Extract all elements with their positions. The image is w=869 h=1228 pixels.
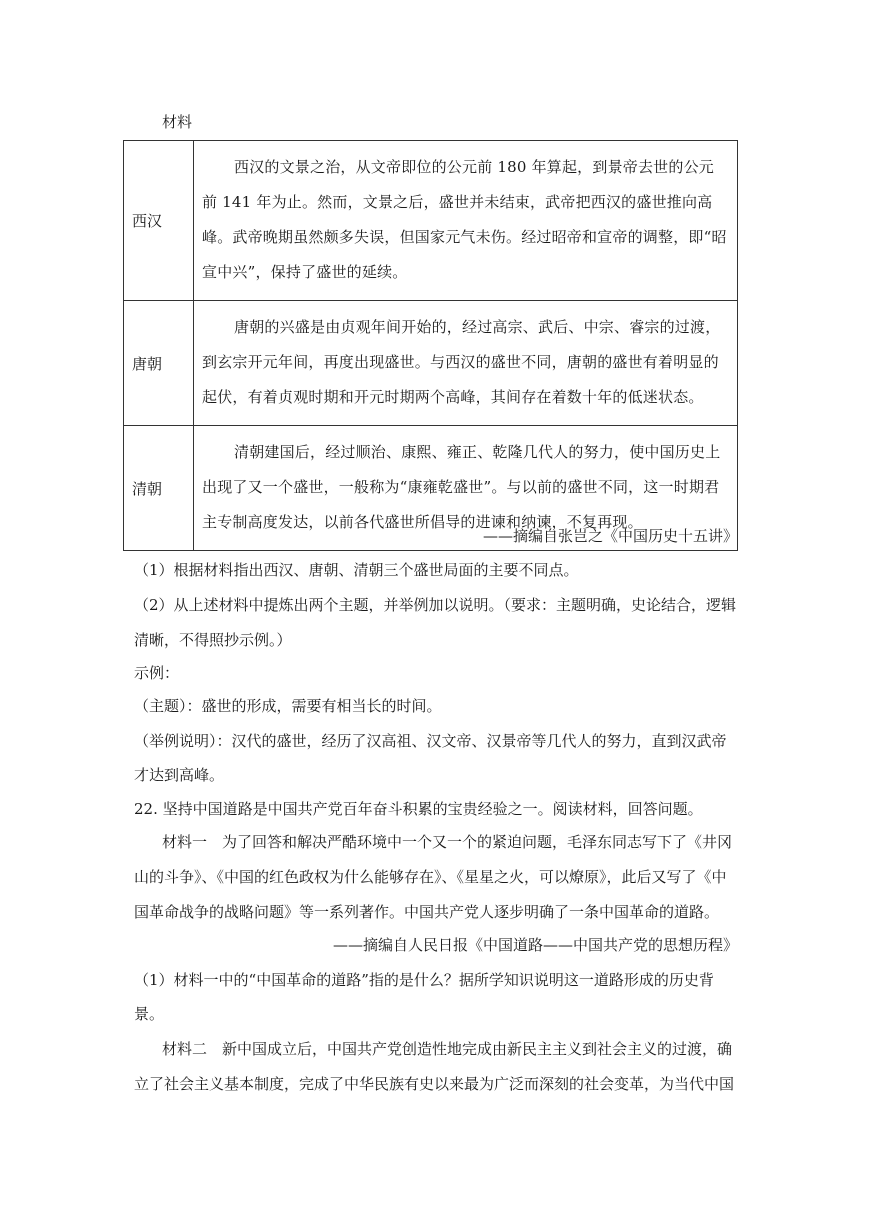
source-citation: ——摘编自人民日报《中国道路——中国共产党的思想历程》	[332, 936, 738, 954]
example-explanation-line: 才达到高峰。	[134, 766, 225, 784]
material-one-line: 国革命战争的战略问题》等一系列著作。中国共产党人逐步明确了一条中国革命的道路。	[134, 903, 720, 921]
era-cell: 唐朝	[124, 301, 194, 426]
question-1: （1）根据材料指出西汉、唐朝、清朝三个盛世局面的主要不同点。	[134, 561, 579, 579]
example-label: 示例：	[134, 664, 180, 682]
description-cell	[194, 141, 738, 301]
source-citation: ——摘编自张岂之《中国历史十五讲》	[482, 527, 738, 545]
era-cell: 清朝	[124, 426, 194, 551]
question-2-line: 清晰，不得照抄示例。）	[134, 631, 292, 649]
material-two-line: 立了社会主义基本制度，完成了中华民族有史以来最为广泛而深刻的社会变革，为当代中国	[134, 1075, 735, 1093]
description-cell	[194, 301, 738, 426]
description-text: 唐朝的兴盛是由贞观年间开始的，经过高宗、武后、中宗、睿宗的过渡，到玄宗开元年间，再度出现盛世。与西汉的盛世不同，唐朝的盛世有着明显的起伏，有着贞观时期和开元时期两个高峰，其间存在着数十年的低迷状态。	[202, 318, 721, 406]
material-two-line: 材料二 新中国成立后，中国共产党创造性地完成由新民主主义到社会主义的过渡，确	[162, 1040, 733, 1058]
table-row	[124, 301, 738, 426]
question-22-heading: 22. 坚持中国道路是中国共产党百年奋斗积累的宝贵经验之一。阅读材料，回答问题。	[134, 800, 703, 818]
material-table	[123, 140, 738, 551]
era-cell: 西汉	[124, 141, 194, 301]
question-22-1-line: 景。	[134, 1005, 165, 1023]
description-text: 清朝建国后，经过顺治、康熙、雍正、乾隆几代人的努力，使中国历史上出现了又一个盛世，一般称为“康雍乾盛世”。与以前的盛世不同，这一时期君主专制高度发达，以前各代盛世所倡导的进谏和纳谏，不复再现。	[202, 443, 721, 531]
question-22-1-line: （1）材料一中的“中国革命的道路”指的是什么？据所学知识说明这一道路形成的历史背	[134, 971, 714, 989]
material-heading: 材料	[162, 113, 193, 131]
material-one-line: 材料一 为了回答和解决严酷环境中一个又一个的紧迫问题，毛泽东同志写下了《井冈	[162, 833, 733, 851]
question-2-line: （2）从上述材料中提炼出两个主题，并举例加以说明。（要求：主题明确，史论结合，逻辑	[134, 596, 737, 614]
example-theme: （主题）：盛世的形成，需要有相当长的时间。	[134, 697, 442, 715]
table-row	[124, 141, 738, 301]
material-one-line: 山的斗争》、《中国的红色政权为什么能够存在》、《星星之火，可以燎原》，此后又写了《中	[134, 868, 727, 886]
example-explanation-line: （举例说明）：汉代的盛世，经历了汉高祖、汉文帝、汉景帝等几代人的努力，直到汉武帝	[134, 732, 727, 750]
description-text: 西汉的文景之治，从文帝即位的公元前 180 年算起，到景帝去世的公元前 141 年为止。然而，文景之后，盛世并未结束，武帝把西汉的盛世推向高峰。武帝晚期虽然颇多失误，但国家元气未伤。经过昭帝和宣帝的调整，即“昭宣中兴”，保持了盛世的延续。	[202, 158, 727, 281]
